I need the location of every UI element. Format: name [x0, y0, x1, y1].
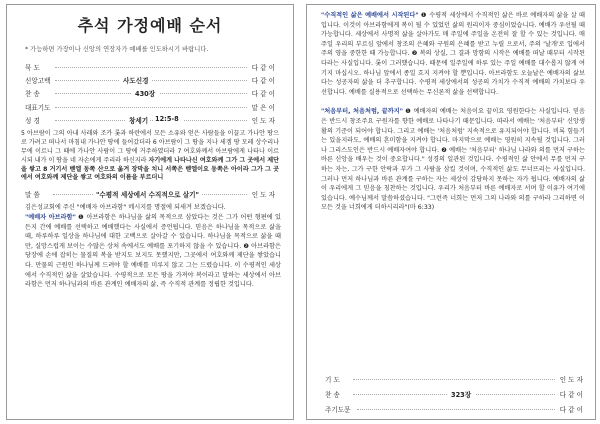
order-leader: 다 같 이	[559, 391, 583, 399]
order-row-silent-prayer	[7, 59, 293, 72]
order-label: 주기도문	[325, 406, 351, 414]
order-list	[7, 59, 293, 125]
order-label: 묵 도	[25, 64, 40, 72]
section-text: ❶ 예배자의 예배는 처음이요 끝이요 영원한다는 사실입니다. 믿음은 반드시 창조주요 구원자를 향한 예배로 나타나기 때문입니다. 따라서 예배는 '처음부터' 신앙생활의 기준이 되어야 합니다. 그리고 예배는 '처음처럼' 지속적으로 유지되어야 합니다. 비록 힘들기는 있을지라도, 예배의 혼미함을 지켜야 합니다. 마지막으로 예배는 영원히 지속될 것입니다. 그러나 그리스도인은 반드시 예배자여야 합니다. ❷ 예배는 '처음부터' 하나님 나라와 의를 먼저 구하는 바른 신앙을 배우는 것이 중요합니다." 성경의 일관된 것입니다. 수평적인 삶 안에서 무를 먼저 구하는 자는, 그가 구한 안락과 부가 그 사람을 삼킬 것이며, 수직적인 삶도 무너뜨리는 사실입니다. 그러나 먼저 하나님과 바른 관계를 구하는 자는 세상이 감당하지 못하는 자가 됩니다. 예배자의 삶이 우리에게 그 믿음을 칭찬하는 것입니다. 우리가 처음부터 바른 예배자로 서며 할 이유가 여기에 있습니다. 예수님께서 말씀하셨습니다. "그런즉 너희는 먼저 그의 나라와 의를 구하라 그리하면 이 모든 것을 너희에게 더하시리라"(마 6:33)	[321, 108, 585, 212]
order-content: 430장	[131, 88, 159, 98]
order-leader: 다 같 이	[251, 90, 275, 99]
leader-note: * 가능하면 가장이나 신앙의 연장자가 예배를 인도하시기 바랍니다.	[25, 46, 209, 53]
dotted-leader	[55, 67, 247, 68]
order-leader: 다 같 이	[251, 64, 275, 72]
order-label: 찬 송	[25, 90, 40, 99]
scripture-text	[21, 130, 279, 183]
section-heading: "처음부터, 처음처럼, 끝까지"	[321, 108, 403, 116]
section-text: ❶ 아브라함은 하나님을 삶의 목적으로 삼았다는 것은 그가 어떤 형편에 있든지 간에 예배를 선택하고 예배했다는 사실에서 증언됩니다. 믿음은 하나님을 목적으로 삶을 때, 하루하루 일상을 하나님에 대한 고백으로 살아갈 수 있습니다. 하나님을 목적으로 삶을 때만, 실망스럽게 보이는 수많은 상처 속에서도 예배를 포기하지 않을 수 있습니다. ❷ 아브라함은 당장에 손에 잡히는 물질의 복을 받지도 보지도 못했지만, 그곳에서 여호와께 제단을 쌓았습니다. 만물의 근원인 하나님께 드려야 할 예배를 미루지 않고 그는 드렸습니다. 이 수평적인 세상에서 수직적인 삶을 살았습니다. 수평적으로 모든 땅을 가져야 복이라고 말하는 세상에서 아브라함은 먼저 하나님과의 바른 관계인 예배자의 삶, 즉 수직적 관계를 정립한 것입니다.	[25, 213, 281, 289]
closing-row-prayer	[307, 370, 595, 385]
order-row-creed	[7, 72, 293, 85]
order-label: 신앙고백	[25, 77, 51, 86]
order-leader: 인 도 자	[559, 376, 583, 384]
scripture-bold: 자기에게 나타나신 여호와께 그가 그 곳에서 제단을 쌓고 8 거기서 벧엘 동쪽 산으로 옮겨 장막을 치니 서쪽은 벧엘이요 동쪽은 아이라 그가 그 곳에서 여호와께 제단을 쌓고 여호와의 이름을 부르더니	[21, 156, 279, 182]
order-row-hymn	[7, 85, 293, 98]
sermon-intro: 김은성교회에 주신 "예배자 아브라함" 메시지를 명절에 되새겨 보겠습니다.	[25, 204, 226, 212]
order-row-prayer	[7, 99, 293, 112]
sermon-title: "수평적 세상에서 수직적으로 살기"	[93, 189, 202, 199]
dotted-leader	[55, 107, 247, 108]
section-text: ❶ 수평적 세상에서 수직적인 삶은 바로 예배자의 삶을 살 때입니다. 이것이 아브라함에게 복이 될 수 있었던 삶의 원리이자 중심이었습니다. 예배가 우선될 때 가능합니다. 세상에서 사명적 삶을 살아가도 매 주일에 주일을 온전히 잘 할 수 있는 것입니다. 매 주일 우리의 부르심 앞에서 창조의 은혜와 구원의 은혜를 받고 누릴 으로서, 주의 '날개'로 입에서 주의 영을 중한한 때 가능합니다. ❷ 복의 상실, 그 결과 망함의 시작은 예배를 떠날 때부터 시작된다라는 사실입니다. 롯이 그러했습니다. 때문에 일주일에 하루 있는 주일 예배를 대수롭지 않게 여기지 마십시오. 하나님 앞에서 종일 흐지 지켜야 할 뿐입니다. 아브라함도 오늘날은 예배자의 삶보다는 성공자의 삶을 더 추구합니다. 수평적 세상에서의 성공의 가치가 수직적 예배의 가치보다 우선합니다. 예배를 실용적으로 선택하는 무신론적 삶을 선택합니다.	[321, 12, 585, 96]
order-leader: 다 같 이	[251, 77, 275, 86]
order-label: 기 도	[325, 376, 340, 384]
order-leader: 인 도 자	[251, 116, 275, 125]
sermon-label: 말 씀	[25, 191, 40, 200]
section-heading: "예배자 아브라함"	[25, 213, 76, 221]
sermon-row	[7, 185, 293, 199]
order-content: 사도신경	[119, 75, 152, 85]
sermon-body	[25, 203, 281, 289]
dotted-leader	[357, 409, 555, 410]
section-1	[321, 11, 585, 97]
right-page	[306, 4, 596, 420]
order-row-scripture	[7, 112, 293, 125]
sermon-leader: 인 도 자	[251, 191, 275, 200]
closing-row-lords-prayer	[307, 400, 595, 415]
section-2	[321, 107, 585, 213]
order-label: 대표기도	[25, 103, 51, 112]
page-title: 추석 가정예배 순서	[77, 16, 223, 35]
left-page	[6, 4, 294, 420]
order-content-ref: 12:5-8	[153, 115, 183, 123]
closing-row-hymn	[307, 385, 595, 400]
section-heading: "수직적인 삶은 예배에서 시작된다"	[321, 12, 419, 19]
order-leader: 맡 은 이	[251, 103, 275, 112]
scripture-plain: 5 아브람이 그의 아내 사래와 조카 롯과 하란에서 모든 소유와 얻은 사람들을 이끌고 가나안 땅으로 가려고 떠나서 마침내 가나안 땅에 들어갔더라 6 아브람이 그 땅을 지나 세겜 땅 모레 상수리나무에 이르니 그 때에 가나안 사람이 그 땅에 거주하였더라 7 여호와께서 아브람에게 나타나 이르시되 내가 이 땅을 네 자손에게 주리라 하신지라	[21, 129, 279, 164]
dotted-leader	[353, 379, 555, 380]
order-label: 성 경	[25, 116, 40, 125]
order-leader: 다 같 이	[559, 406, 583, 414]
order-content: 323장	[447, 389, 475, 399]
order-label: 찬 송	[325, 391, 340, 399]
closing-order	[307, 370, 595, 415]
dotted-leader	[55, 120, 247, 121]
order-content: 창세기	[125, 115, 150, 125]
